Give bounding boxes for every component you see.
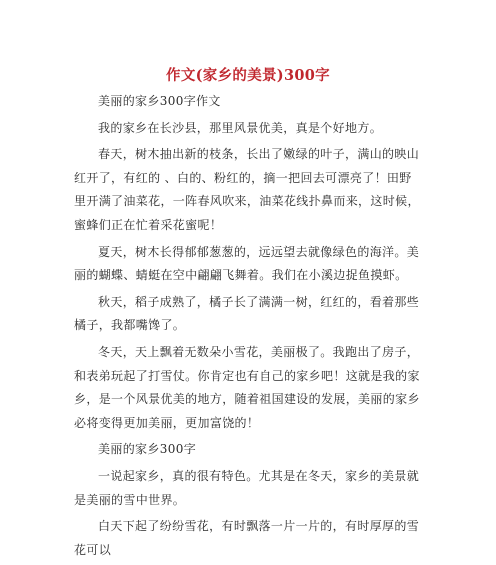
winter-paragraph: 冬天，天上飘着无数朵小雪花，美丽极了。我跑出了房子，和表弟玩起了打雪仗。你肯定也有自己的家乡吧！这就是我的家乡，是一个风景优美的地方，随着祖国建设的发展，美丽的家乡必将变得更加美丽，更加富饶的！: [74, 344, 420, 430]
document-body: [74, 90, 422, 565]
second-essay-intro: 一说起家乡，真的很有特色。尤其是在冬天，家乡的美景就是美丽的雪中世界。: [74, 468, 420, 507]
second-essay-title: 美丽的家乡300字: [98, 442, 197, 457]
second-essay-snow: 白天下起了纷纷雪花，有时飘落一片一片的，有时厚厚的雪花可以: [74, 519, 420, 557]
autumn-paragraph: 秋天，稻子成熟了，橘子长了满满一树，红红的，看着那些橘子，我都嘴馋了。: [74, 294, 420, 333]
document-title: 作文(家乡的美景)300字: [166, 67, 330, 84]
intro-paragraph: 我的家乡在长沙县，那里风景优美，真是个好地方。: [98, 120, 383, 135]
subtitle-paragraph: 美丽的家乡300字作文: [98, 94, 221, 108]
summer-paragraph: 夏天，树木长得郁郁葱葱的，远远望去就像绿色的海洋。美丽的蝴蝶、蜻蜓在空中翩翩飞舞着。我们在小溪边捉鱼摸虾。: [74, 244, 420, 283]
spring-paragraph: 春天，树木抽出新的枝条，长出了嫩绿的叶子，满山的映山红开了，有红的 、白的、粉红的，摘一把回去可漂亮了！田野里开满了油菜花，一阵春风吹来，油菜花线扑鼻而来，这时候，蜜蜂们正在忙着采花蜜呢！: [74, 147, 420, 232]
